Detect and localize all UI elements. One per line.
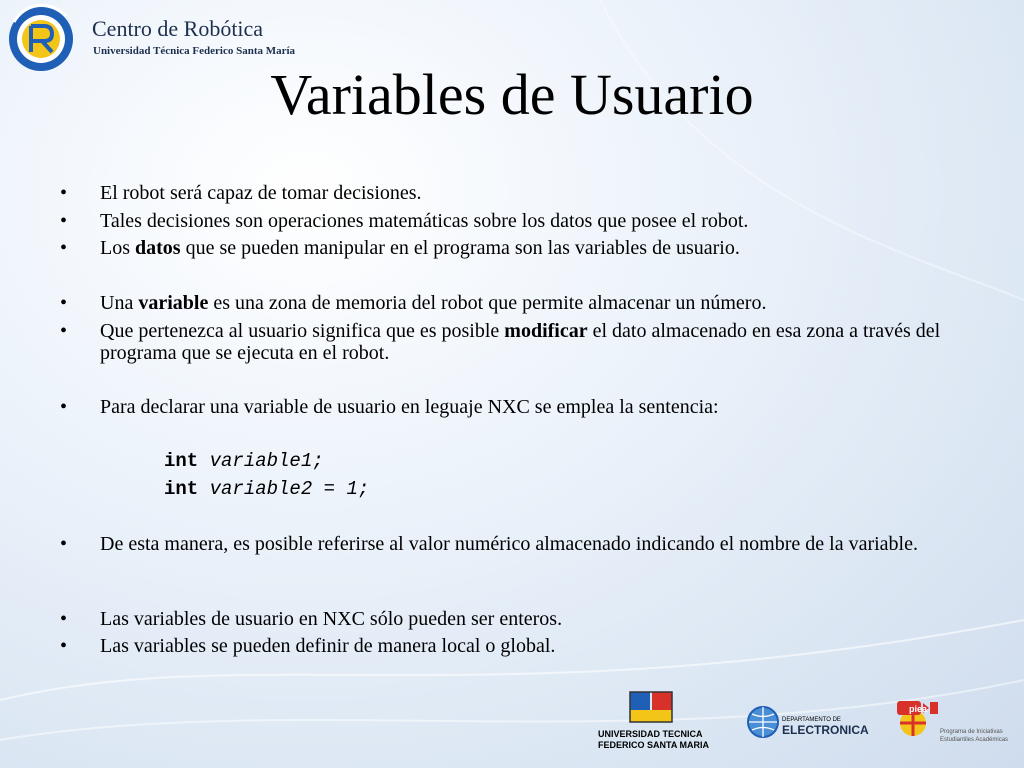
bullet-text: De esta manera, es posible referirse al valor numérico almacenado indicando el nombre de la variable. bbox=[100, 533, 918, 555]
piea-badge: piea bbox=[909, 704, 928, 714]
bullet-text: Las variables de usuario en NXC sólo pueden ser enteros. bbox=[100, 608, 563, 630]
piea-text: Programa de Iniciativas Estudiantiles Académicas bbox=[940, 729, 1009, 743]
bullet-symbol: • bbox=[60, 182, 68, 204]
bullet-text: Que pertenezca al usuario significa que es posible modificar el dato almacenado en esa zona a través del programa que se ejecuta en el robot. bbox=[100, 320, 941, 364]
brand-title: Centro de Robótica bbox=[92, 16, 264, 41]
bullet-text: El robot será capaz de tomar decisiones. bbox=[100, 182, 422, 204]
bullet-symbol: • bbox=[60, 533, 68, 555]
bullet-symbol: • bbox=[60, 396, 68, 418]
bullet-text: Tales decisiones son operaciones matemáticas sobre los datos que posee el robot. bbox=[100, 210, 749, 232]
bullet-text: Los datos que se pueden manipular en el programa son las variables de usuario. bbox=[100, 237, 740, 259]
utfsm-text: UNIVERSIDAD TECNICA FEDERICO SANTA MARIA bbox=[598, 729, 709, 750]
bullet-symbol: • bbox=[60, 237, 68, 259]
code-line: int variable1; bbox=[164, 450, 324, 472]
bullet-text: Las variables se pueden definir de manera local o global. bbox=[100, 635, 556, 657]
electronica-text: DEPARTAMENTO DE ELECTRONICA bbox=[782, 717, 869, 737]
bullet-symbol: • bbox=[60, 320, 68, 342]
bullet-symbol: • bbox=[60, 292, 68, 314]
bullet-text: Una variable es una zona de memoria del robot que permite almacenar un número. bbox=[100, 292, 767, 314]
brand-subtitle: Universidad Técnica Federico Santa María bbox=[93, 45, 296, 57]
bullet-text: Para declarar una variable de usuario en leguaje NXC se emplea la sentencia: bbox=[100, 396, 719, 418]
utfsm-crest-icon bbox=[628, 690, 676, 728]
bullet-symbol: • bbox=[60, 210, 68, 232]
electronica-globe-icon bbox=[746, 705, 780, 739]
bullet-symbol: • bbox=[60, 608, 68, 630]
slide-title: Variables de Usuario bbox=[270, 62, 754, 127]
bullet-symbol: • bbox=[60, 635, 68, 657]
code-line: int variable2 = 1; bbox=[164, 478, 370, 500]
